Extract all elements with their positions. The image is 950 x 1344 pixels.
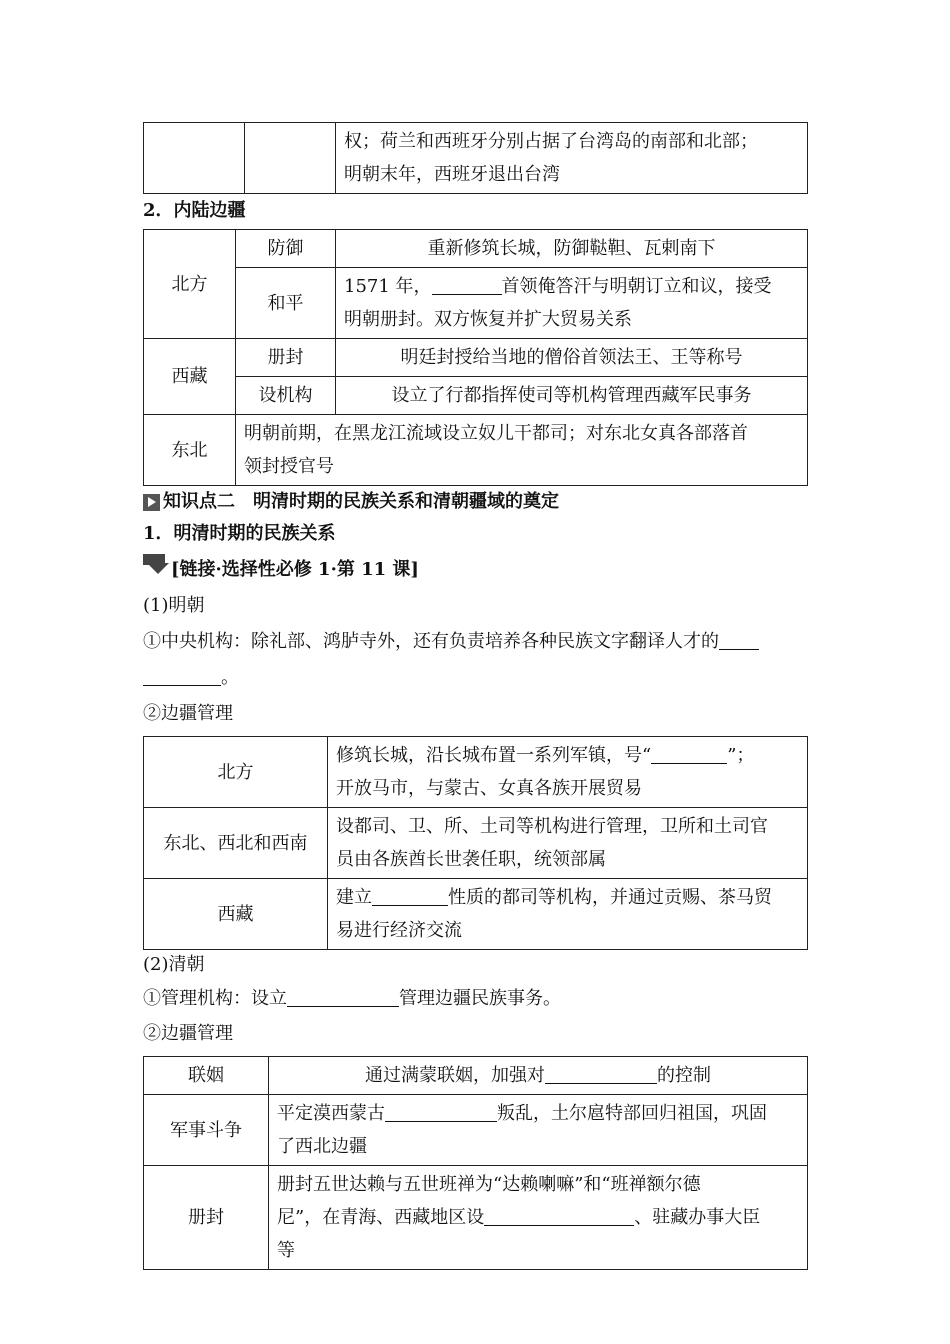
policy-sheji: 设机构 (236, 377, 336, 415)
fill-blank[interactable] (385, 1099, 497, 1122)
qing-item-admin: ①管理机构：设立 管理边疆民族事务。 (143, 980, 807, 1018)
policy-defense: 防御 (236, 230, 336, 268)
fill-blank[interactable] (651, 741, 727, 764)
table-cell-text: 权；荷兰和西班牙分别占据了台湾岛的南部和北部； 明朝末年，西班牙退出台湾 (336, 123, 808, 194)
fill-blank[interactable] (372, 883, 448, 906)
region-tibet: 西藏 (144, 879, 328, 950)
region-northeast: 东北 (144, 415, 236, 486)
qing-title: (2)清朝 (143, 954, 205, 975)
fill-blank[interactable] (143, 663, 221, 686)
region-tibet: 西藏 (144, 339, 236, 415)
ming-item-central-cont: 。 (143, 660, 807, 696)
table-row (144, 339, 808, 377)
table-ming-frontier (143, 736, 808, 950)
table-cell-empty (245, 123, 336, 194)
policy-text: 设立了行都指挥使司等机构管理西藏军民事务 (336, 377, 808, 415)
section-title-inland-frontier: 2．内陆边疆 (143, 200, 246, 221)
policy-text: 修筑长城，沿长城布置一系列军镇，号“ ”； 开放马市，与蒙古、女真各族开展贸易 (328, 737, 808, 808)
ming-title: (1)明朝 (143, 595, 205, 616)
method-lianyin: 联姻 (144, 1057, 269, 1095)
table-row (144, 230, 808, 268)
fill-blank[interactable] (287, 984, 399, 1007)
policy-text: 1571 年， 首领俺答汗与明朝订立和议，接受 明朝册封。双方恢复并扩大贸易关系 (336, 268, 808, 339)
region-north: 北方 (144, 230, 236, 339)
textbook-link[interactable]: [链接·选择性必修 1·第 11 课] (143, 552, 807, 588)
table-row (144, 737, 808, 808)
qing-frontier-title: ②边疆管理 (143, 1023, 233, 1044)
policy-text: 设都司、卫、所、土司等机构进行管理，卫所和土司官 员由各族酋长世袭任职，统领部属 (328, 808, 808, 879)
region-north: 北方 (144, 737, 328, 808)
table-row (144, 377, 808, 415)
table-row (144, 808, 808, 879)
down-arrow-icon (143, 552, 169, 588)
ming-item-central: ①中央机构：除礼部、鸿胪寺外，还有负责培养各种民族文字翻译人才的 (143, 624, 807, 660)
subsection-title: 1．明清时期的民族关系 (143, 523, 336, 544)
method-cefeng: 册封 (144, 1166, 269, 1270)
table-row (144, 123, 808, 194)
table-row (144, 268, 808, 339)
region-nw-sw: 东北、西北和西南 (144, 808, 328, 879)
method-military: 军事斗争 (144, 1095, 269, 1166)
policy-text: 明廷封授给当地的僧俗首领法王、王等称号 (336, 339, 808, 377)
table-qing-frontier (143, 1056, 808, 1270)
policy-text: 明朝前期，在黑龙江流域设立奴儿干都司；对东北女真各部落首 领封授官号 (236, 415, 808, 486)
knowledge-point-heading: 知识点二 明清时期的民族关系和清朝疆域的奠定 (143, 488, 807, 516)
ming-frontier-title: ②边疆管理 (143, 703, 233, 724)
table-coastal-continued (143, 122, 808, 194)
policy-cefeng: 册封 (236, 339, 336, 377)
method-text: 平定漠西蒙古 叛乱，土尔扈特部回归祖国，巩固 了西北边疆 (269, 1095, 808, 1166)
policy-text: 重新修筑长城，防御鞑靼、瓦剌南下 (336, 230, 808, 268)
document-page (143, 122, 807, 1270)
method-text: 册封五世达赖与五世班禅为“达赖喇嘛”和“班禅额尔德 尼”，在青海、西藏地区设 、驻藏办事大臣 等 (269, 1166, 808, 1270)
table-inland-frontier (143, 229, 808, 486)
table-cell-empty (144, 123, 245, 194)
table-row (144, 1166, 808, 1270)
table-row (144, 1095, 808, 1166)
fill-blank[interactable] (719, 627, 759, 650)
fill-blank[interactable] (545, 1061, 657, 1084)
fill-blank[interactable] (432, 272, 502, 295)
policy-text: 建立 性质的都司等机构，并通过贡赐、茶马贸 易进行经济交流 (328, 879, 808, 950)
table-row (144, 879, 808, 950)
fill-blank[interactable] (484, 1203, 634, 1226)
play-triangle-icon (143, 494, 160, 511)
table-row (144, 1057, 808, 1095)
method-text: 通过满蒙联姻，加强对 的控制 (269, 1057, 808, 1095)
policy-peace: 和平 (236, 268, 336, 339)
table-row (144, 415, 808, 486)
